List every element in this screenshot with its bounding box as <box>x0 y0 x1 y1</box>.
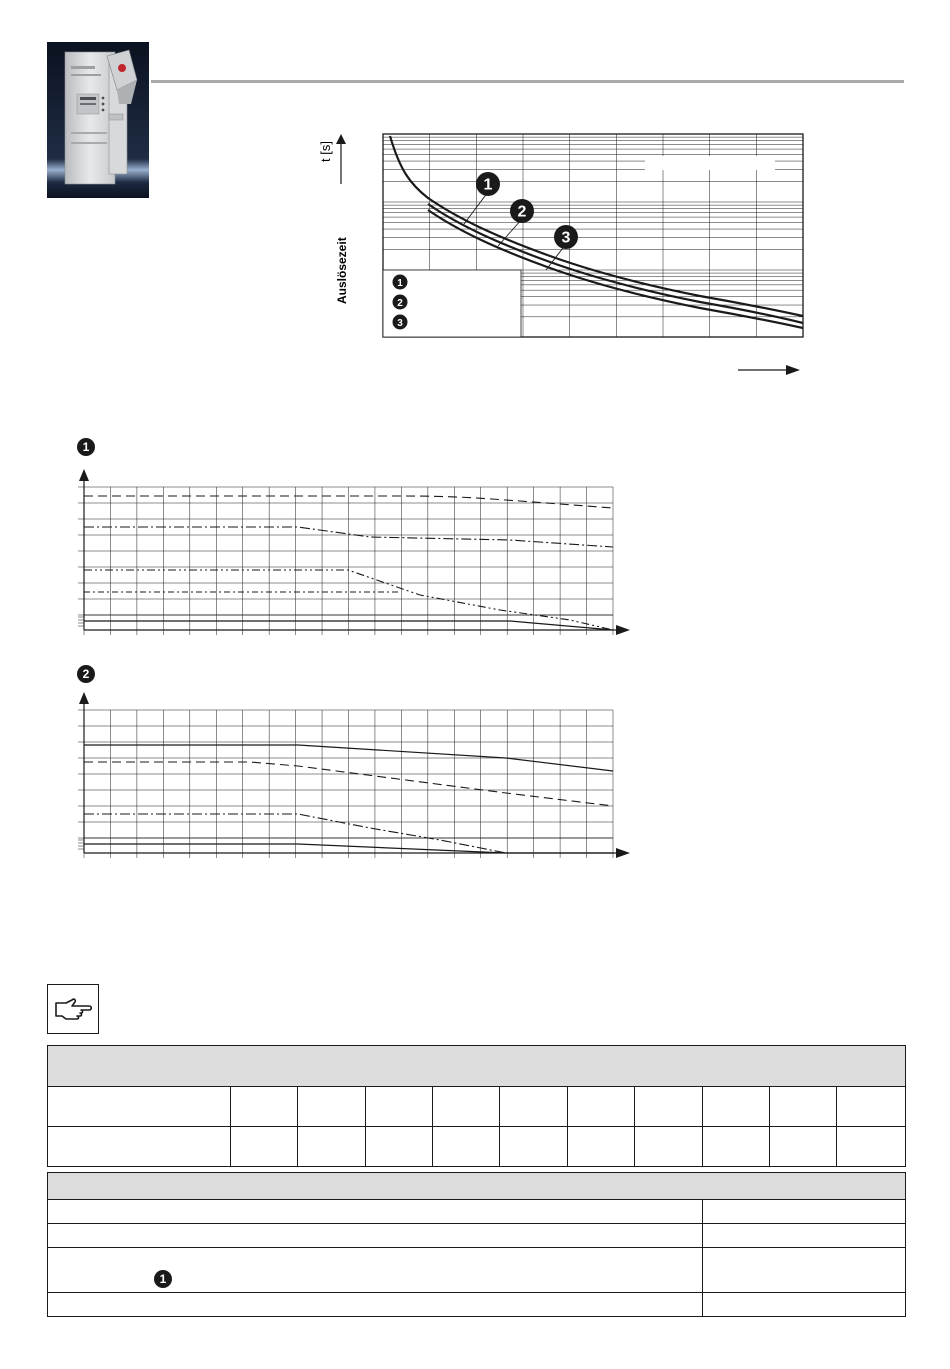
rating-table-row-1 <box>48 1087 906 1127</box>
rating-table-label-cell <box>48 1087 231 1127</box>
product-photo <box>47 42 149 198</box>
specification-table <box>47 1172 906 1317</box>
hint-box <box>47 984 99 1034</box>
trip-callout-label: 3 <box>561 229 571 247</box>
trip-characteristic-chart <box>300 120 820 390</box>
derating-2-curve-dashdot <box>84 814 506 853</box>
specification-table-header <box>48 1173 906 1200</box>
derating-chart-1 <box>70 465 640 640</box>
specification-table-row <box>48 1248 906 1293</box>
note-marker: 1 <box>154 1270 172 1288</box>
trip-callout-label: 2 <box>517 203 527 221</box>
trip-chart-yunit: t [s] <box>318 141 333 162</box>
derating-chart-1-marker: 1 <box>77 438 95 456</box>
specification-table-row <box>48 1200 906 1224</box>
legend-marker-label: 1 <box>397 278 403 289</box>
trip-chart-ylabel: Auslösezeit <box>335 237 349 304</box>
legend-marker-label: 3 <box>397 318 403 329</box>
rating-table-header <box>48 1046 906 1087</box>
specification-table-row <box>48 1293 906 1317</box>
trip-callout-label: 1 <box>483 176 493 194</box>
pointing-hand-icon <box>48 985 97 1032</box>
rating-table-label-cell <box>48 1127 231 1167</box>
specification-table-row <box>48 1224 906 1248</box>
rating-table-header-cell <box>48 1046 906 1087</box>
legend-marker-label: 2 <box>397 298 403 309</box>
header-rule <box>151 80 904 83</box>
derating-chart-2 <box>70 688 640 863</box>
rating-table <box>47 1045 906 1167</box>
rating-table-row-2 <box>48 1127 906 1167</box>
derating-chart-2-marker: 2 <box>77 665 95 683</box>
